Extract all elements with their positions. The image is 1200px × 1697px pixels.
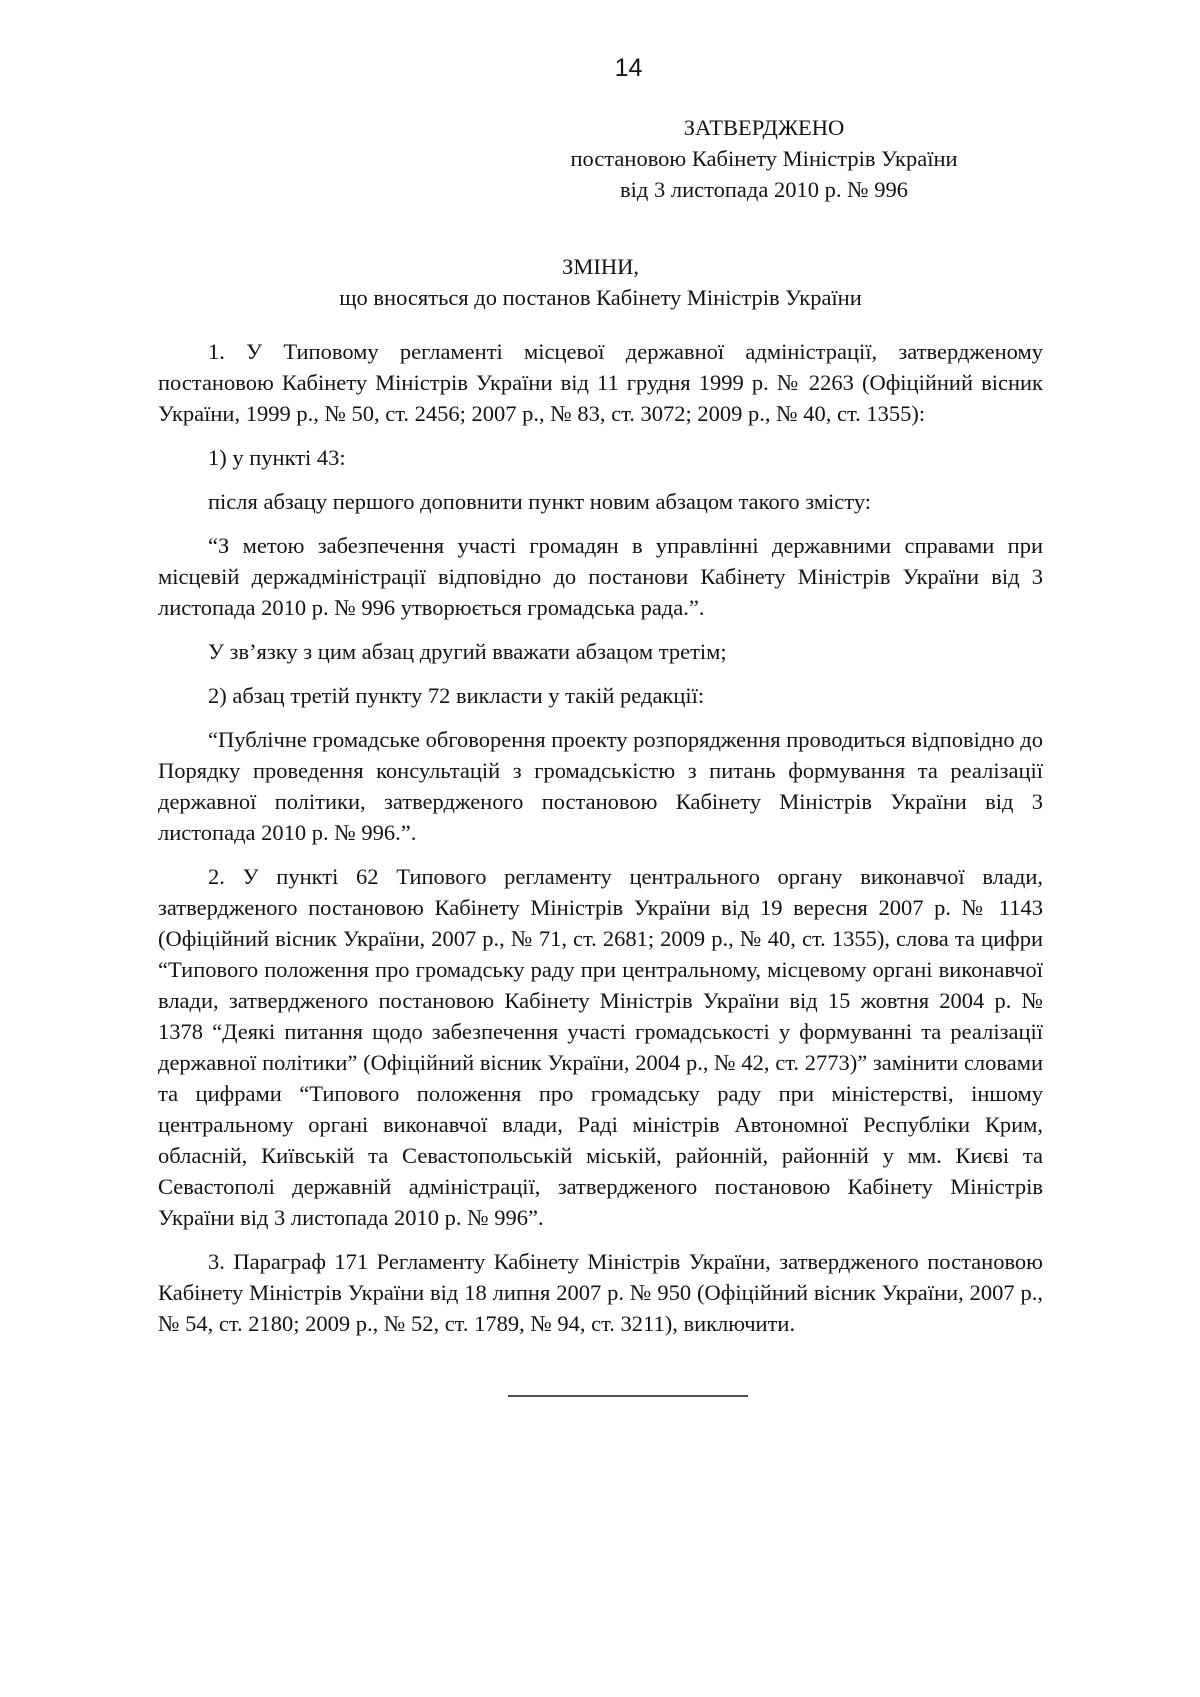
- paragraph-1-item1-intro: 1. У Типовому регламенті місцевої державної адміністрації, затвердженому постановою Кабінету Міністрів України від 11 грудня 1999 р. № 2263 (Офіційний вісник України, 1999 р., № 50, ст. 2456; 2007 р., № 83, ст. 3072; 2009 р., № 40, ст. 1355):: [158, 339, 1043, 426]
- approval-block: [563, 112, 965, 205]
- document-title: [158, 251, 1043, 313]
- paragraph-9-item3: 3. Параграф 171 Регламенту Кабінету Міністрів України, затвердженого постановою Кабінету Міністрів України від 18 липня 2007 р. № 950 (Офіційний вісник України, 2007 р., № 54, ст. 2180; 2009 р., № 52, ст. 1789, № 94, ст. 3211), виключити.: [158, 1249, 1043, 1336]
- page-number: 14: [614, 54, 643, 82]
- approval-line-date-number: від 3 листопада 2010 р. № 996: [620, 177, 908, 202]
- paragraph-5-renumber-note: У зв’язку з цим абзац другий вважати абзацом третім;: [208, 639, 727, 664]
- document-title-subtitle: що вносяться до постанов Кабінету Міністрів України: [339, 285, 862, 310]
- end-separator-line: [508, 1395, 748, 1397]
- paragraph-4-quoted-text: “З метою забезпечення участі громадян в управлінні державними справами при місцевій держадміністрації відповідно до постанови Кабінету Міністрів України від 3 листопада 2010 р. № 996 утворюється громадська рада.”.: [158, 533, 1043, 620]
- paragraph-7-quoted-text: “Публічне громадське обговорення проекту розпорядження проводиться відповідно до Порядку проведення консультацій з громадськістю з питань формування та реалізації державної політики, затвердженого постановою Кабінету Міністрів України від 3 листопада 2010 р. № 996.”.: [158, 727, 1043, 845]
- paragraph-6-subitem2: 2) абзац третій пункту 72 викласти у такій редакції:: [208, 683, 705, 708]
- document-body: [158, 336, 1043, 1339]
- paragraph-3-instruction: після абзацу першого доповнити пункт новим абзацом такого змісту:: [208, 489, 872, 514]
- approval-line-resolution: постановою Кабінету Міністрів України: [570, 146, 958, 171]
- paragraph-8-item2: 2. У пункті 62 Типового регламенту центрального органу виконавчої влади, затвердженого постановою Кабінету Міністрів України від 19 вересня 2007 р. № 1143 (Офіційний вісник України, 2007 р., № 71, ст. 2681; 2009 р., № 40, ст. 1355), слова та цифри “Типового положення про громадську раду при центральному, місцевому органі виконавчої влади, затвердженого постановою Кабінету Міністрів України від 15 жовтня 2004 р. № 1378 “Деякі питання щодо забезпечення участі громадськості у формуванні та реалізації державної політики” (Офіційний вісник України, 2004 р., № 42, ст. 2773)” замінити словами та цифрами “Типового положення про громадську раду при міністерстві, іншому центральному органі виконавчої влади, Раді міністрів Автономної Республіки Крим, обласній, Київській та Севастопольській міській, районній, районній у мм. Києві та Севастополі державній адміністрації, затвердженого постановою Кабінету Міністрів України від 3 листопада 2010 р. № 996”.: [158, 864, 1043, 1230]
- approval-line-approved: ЗАТВЕРДЖЕНО: [683, 115, 845, 140]
- paragraph-2-subitem1: 1) у пункті 43:: [208, 445, 346, 470]
- document-title-main: ЗМІНИ,: [562, 254, 639, 279]
